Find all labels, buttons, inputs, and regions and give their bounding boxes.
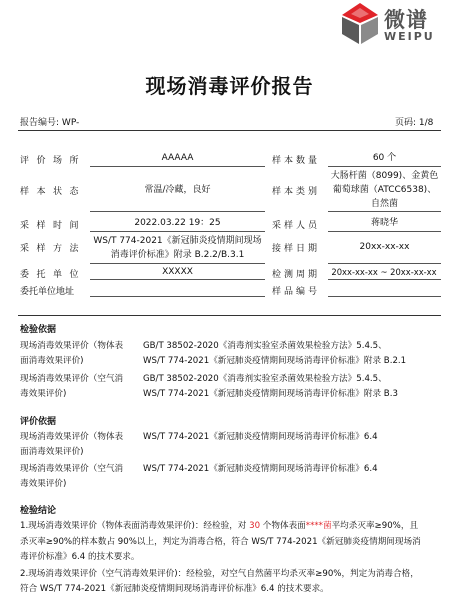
fields-bottom-rule	[18, 315, 441, 316]
client-underline	[90, 279, 265, 280]
eval-site-value: AAAAA	[161, 153, 194, 163]
eval-basis-heading: 评价依据	[20, 417, 57, 427]
sample-type-label: 样本类别	[272, 187, 321, 197]
conclusion-p2-line-1: 2.现场消毒效果评价（空气消毒效果评价)：经检验，对空气自然菌平均杀灭率≥90%，判定为消毒合格，	[20, 569, 419, 579]
test-basis-row-2-name-1: 现场消毒效果评价（空气消	[20, 374, 124, 384]
sample-method-line-2: 消毒评价标准》附录 B.2.2/B.3.1	[110, 250, 245, 260]
sample-method-underline	[90, 263, 265, 264]
sampler-underline	[328, 231, 441, 232]
test-basis-heading: 检验依据	[20, 325, 57, 335]
eval-basis-row-2-std: WS/T 774-2021《新冠肺炎疫情期间现场消毒评价标准》6.4	[143, 464, 378, 474]
sample-method-line-1: WS/T 774-2021《新冠肺炎疫情期间现场	[93, 236, 262, 246]
page-title: 现场消毒评价报告	[145, 74, 314, 98]
receive-date-label: 接样日期	[272, 244, 321, 254]
conclusion-p1-line-1	[20, 519, 418, 531]
test-basis-row-2-std-1: GB/T 38502-2020《消毒剂实验室杀菌效果检验方法》5.4.5、	[143, 374, 387, 384]
sample-method-value	[90, 234, 265, 262]
report-number-value: WP-	[61, 118, 80, 128]
sample-time-value: 2022.03.22 19：25	[134, 218, 221, 228]
conclusion-p1-line-3: 毒评价标准》6.4 的技术要求。	[20, 552, 140, 562]
header-rule	[18, 130, 441, 131]
sample-time-label: 采样时间	[20, 221, 87, 231]
conclusion-p1-count: 30	[249, 521, 261, 531]
conclusion-p1-b: 个物体表面	[260, 521, 306, 531]
sample-qty-label: 样本数量	[272, 156, 321, 166]
sample-type-underline	[328, 211, 441, 212]
conclusion-p1-mask: ****菌	[305, 521, 332, 531]
client-label: 委托单位	[20, 270, 87, 280]
receive-date-value: 20xx-xx-xx	[359, 242, 410, 252]
test-basis-row-2-name-2: 毒效果评价)	[20, 389, 67, 399]
test-basis-row-1-name-2: 面消毒效果评价)	[20, 356, 84, 366]
page-indicator	[395, 115, 433, 128]
sample-no-label: 样品编号	[272, 287, 321, 297]
sample-type-line-3: 自然菌	[370, 199, 398, 209]
sample-qty-value: 60 个	[372, 153, 397, 163]
logo-brand-en: WEIPU	[384, 30, 435, 43]
page-value: 1/8	[418, 118, 434, 128]
sample-state-label: 样本状态	[20, 187, 87, 197]
eval-basis-row-2-name-2: 毒效果评价)	[20, 479, 67, 489]
receive-date-underline	[328, 263, 441, 264]
sample-time-underline	[90, 231, 265, 232]
sampler-label: 采样人员	[272, 221, 321, 231]
test-basis-row-2-std-2: WS/T 774-2021《新冠肺炎疫情期间现场消毒评价标准》附录 B.3	[143, 389, 398, 399]
test-basis-row-1-name-1: 现场消毒效果评价（物体表	[20, 341, 124, 351]
eval-basis-row-1-name-1: 现场消毒效果评价（物体表	[20, 432, 124, 442]
weipu-logo-icon	[341, 3, 379, 45]
client-address-label: 委托单位地址	[20, 287, 75, 297]
sample-type-line-2: 葡萄球菌（ATCC6538)、	[332, 185, 437, 195]
test-period-label: 检测周期	[272, 270, 321, 280]
logo-brand-cn: 微谱	[384, 8, 428, 32]
sample-method-label: 采样方法	[20, 244, 87, 254]
sampler-value: 蒋晓华	[370, 218, 398, 228]
test-period-value: 20xx-xx-xx ~ 20xx-xx-xx	[331, 267, 437, 277]
test-basis-row-1-std-1: GB/T 38502-2020《消毒剂实验室杀菌效果检验方法》5.4.5、	[143, 341, 387, 351]
weipu-logo	[339, 2, 459, 46]
client-value: XXXXX	[162, 267, 193, 277]
conclusion-heading: 检验结论	[20, 506, 57, 516]
eval-basis-row-1-name-2: 面消毒效果评价)	[20, 447, 84, 457]
sample-type-value	[328, 169, 441, 211]
sample-qty-underline	[328, 166, 441, 167]
conclusion-p2-line-2: 符合 WS/T 774-2021《新冠肺炎疫情期间现场消毒评价标准》6.4 的技术要求。	[20, 584, 329, 594]
eval-basis-row-2-name-1: 现场消毒效果评价（空气消	[20, 464, 124, 474]
eval-basis-row-1-std: WS/T 774-2021《新冠肺炎疫情期间现场消毒评价标准》6.4	[143, 432, 378, 442]
page-label: 页码:	[395, 118, 417, 128]
report-number-label: 报告编号:	[20, 118, 60, 128]
eval-site-label: 评价场所	[20, 156, 87, 166]
sample-no-underline	[328, 296, 441, 297]
sample-type-line-1: 大肠杆菌（8099)、金黄色	[330, 171, 439, 181]
eval-site-underline	[90, 166, 265, 167]
sample-state-value: 常温/冷藏，良好	[144, 185, 211, 195]
conclusion-p1-line-2: 杀灭率≥90%的样本数占 90%以上，判定为消毒合格，符合 WS/T 774-2021《新冠肺炎疫情期间现场消	[20, 537, 421, 547]
sample-state-underline	[90, 211, 265, 212]
test-basis-row-1-std-2: WS/T 774-2021《新冠肺炎疫情期间现场消毒评价标准》附录 B.2.1	[143, 356, 407, 366]
test-period-underline	[328, 279, 441, 280]
conclusion-p1-a: 1.现场消毒效果评价（物体表面消毒效果评价)：经检验，对	[20, 521, 250, 531]
client-address-underline	[90, 296, 265, 297]
conclusion-p1-c: 平均杀灭率≥90%，且	[331, 521, 419, 531]
report-number	[20, 115, 79, 128]
